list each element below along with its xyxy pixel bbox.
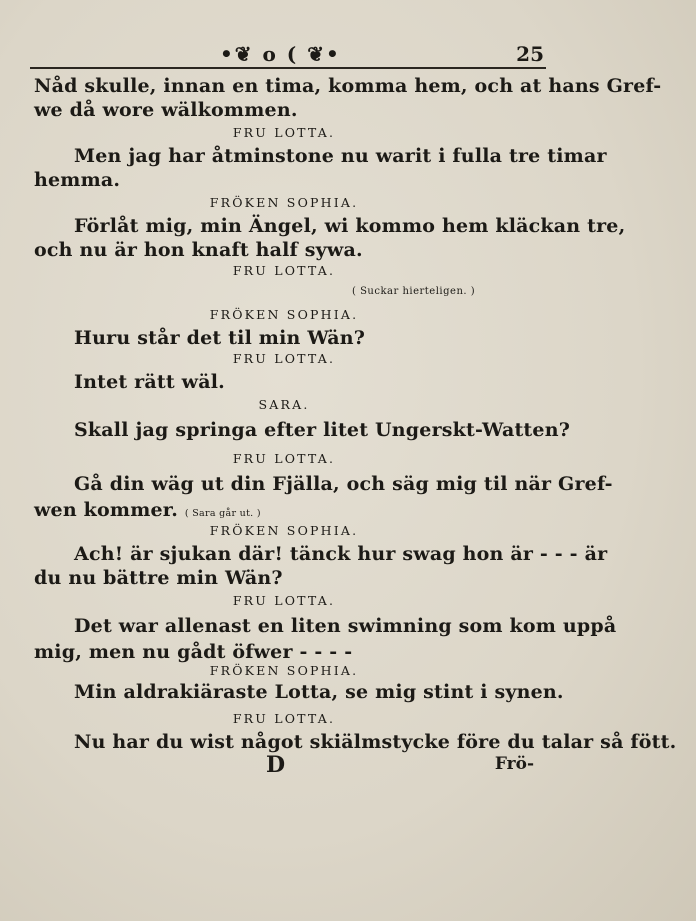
text-line: Min aldrakiäraste Lotta, se mig stint i synen. (74, 681, 564, 703)
text-line: Skall jag springa efter litet Ungerskt-Watten? (74, 419, 571, 441)
page-number: 25 (516, 42, 544, 66)
speaker-name: FRU LOTTA. (232, 711, 336, 726)
text-line: mig, men nu gådt öfwer - - - - (34, 641, 353, 663)
speaker-name: FRÖKEN SOPHIA. (209, 195, 359, 210)
speaker-name: FRÖKEN SOPHIA. (209, 663, 359, 678)
catchword: Frö- (494, 754, 534, 774)
speaker-name: FRU LOTTA. (232, 351, 336, 366)
stage-direction: ( Suckar hierteligen. ) (352, 286, 476, 297)
text-line: Gå din wäg ut din Fjälla, och säg mig til när Gref- (74, 473, 613, 495)
text-line: Huru står det til min Wän? (74, 327, 366, 349)
speaker-name: SARA. (258, 397, 310, 412)
text-line: Förlåt mig, min Ängel, wi kommo hem kläckan tre, (74, 215, 626, 237)
header-ornament: •❦ o ( ❦• (220, 42, 341, 66)
text-line: Det war allenast en liten swimning som kom uppå (74, 615, 617, 637)
text-line: Intet rätt wäl. (74, 371, 225, 393)
text-line: och nu är hon knaft half sywa. (34, 239, 363, 261)
page-header (30, 40, 546, 70)
speaker-name: FRU LOTTA. (232, 593, 336, 608)
text-line: we då wore wälkommen. (34, 99, 298, 121)
text-line: Nu har du wist något skiälmstycke före du talar så fött. (74, 731, 677, 753)
speaker-name: FRU LOTTA. (232, 125, 336, 140)
text-line: du nu bättre min Wän? (34, 567, 283, 589)
signature-mark: D (266, 752, 286, 778)
text-line: Nåd skulle, innan en tima, komma hem, och at hans Gref- (34, 75, 662, 97)
text-line: hemma. (34, 169, 121, 191)
page-footer (34, 752, 534, 780)
speaker-name: FRÖKEN SOPHIA. (209, 523, 359, 538)
text-line: Men jag har åtminstone nu warit i fulla tre timar (74, 145, 607, 167)
speaker-name: FRU LOTTA. (232, 451, 336, 466)
header-rule (30, 67, 546, 69)
speaker-name: FRÖKEN SOPHIA. (209, 307, 359, 322)
text-line-part: wen kommer. (34, 499, 179, 521)
speaker-name: FRU LOTTA. (232, 263, 336, 278)
stage-direction: ( Sara går ut. ) (184, 508, 261, 519)
text-line: Ach! är sjukan där! tänck hur swag hon är - - - är (74, 543, 608, 565)
